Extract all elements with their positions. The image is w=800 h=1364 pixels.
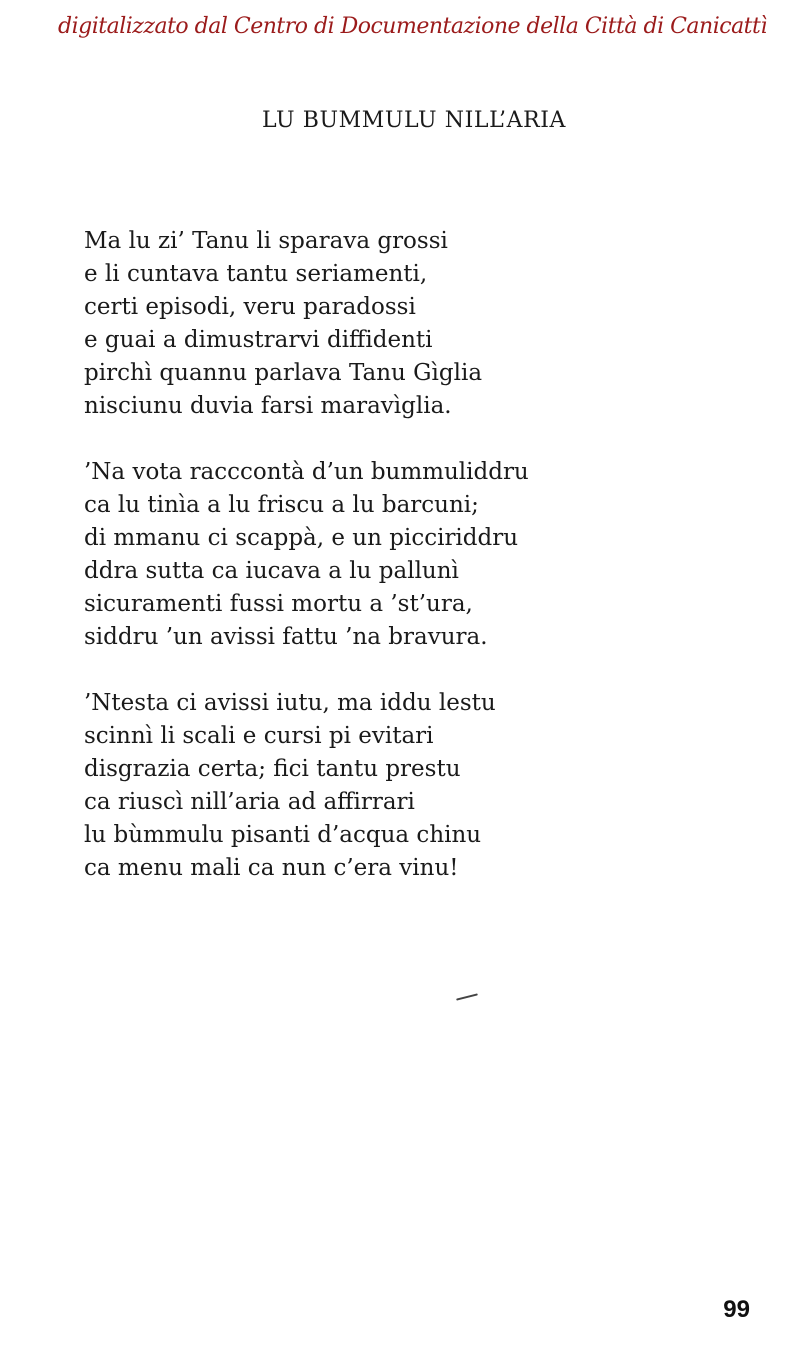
ink-mark — [456, 993, 478, 1000]
verse-line: certi episodi, veru paradossi — [84, 294, 416, 320]
stanza-3 — [84, 687, 704, 885]
verse-line: siddru ’un avissi fattu ’na bravura. — [84, 624, 488, 650]
verse-line: ’Na vota racccontà d’un bummuliddru — [84, 459, 529, 485]
digitization-watermark: digitalizzato dal Centro di Documentazione della Città di Canicattì — [58, 14, 767, 39]
poem-title: LU BUMMULU NILL’ARIA — [261, 108, 567, 133]
verse-line: ca riuscì nill’aria ad affirrari — [84, 789, 415, 815]
verse-line: nisciunu duvia farsi maravìglia. — [84, 393, 452, 419]
verse-line: disgrazia certa; fici tantu prestu — [84, 756, 461, 782]
stanza-2 — [84, 456, 704, 654]
verse-line: e guai a dimustrarvi diffidenti — [84, 327, 433, 353]
verse-line: ’Ntesta ci avissi iutu, ma iddu lestu — [84, 690, 496, 716]
verse-line: sicuramenti fussi mortu a ’st’ura, — [84, 591, 473, 617]
verse-line: ca menu mali ca nun c’era vinu! — [84, 855, 459, 881]
verse-line: ddra sutta ca iucava a lu pallunì — [84, 558, 459, 584]
stanza-1 — [84, 225, 704, 423]
verse-line: e li cuntava tantu seriamenti, — [84, 261, 428, 287]
page-number: 99 — [723, 1296, 750, 1323]
verse-line: lu bùmmulu pisanti d’acqua chinu — [84, 822, 482, 848]
verse-line: scinnì li scali e cursi pi evitari — [84, 723, 434, 749]
verse-line: Ma lu zi’ Tanu li sparava grossi — [84, 228, 448, 254]
verse-line: pirchì quannu parlava Tanu Gìglia — [84, 360, 483, 386]
poem-body — [84, 225, 704, 918]
verse-line: ca lu tinìa a lu friscu a lu barcuni; — [84, 492, 479, 518]
verse-line: di mmanu ci scappà, e un picciriddru — [84, 525, 519, 551]
